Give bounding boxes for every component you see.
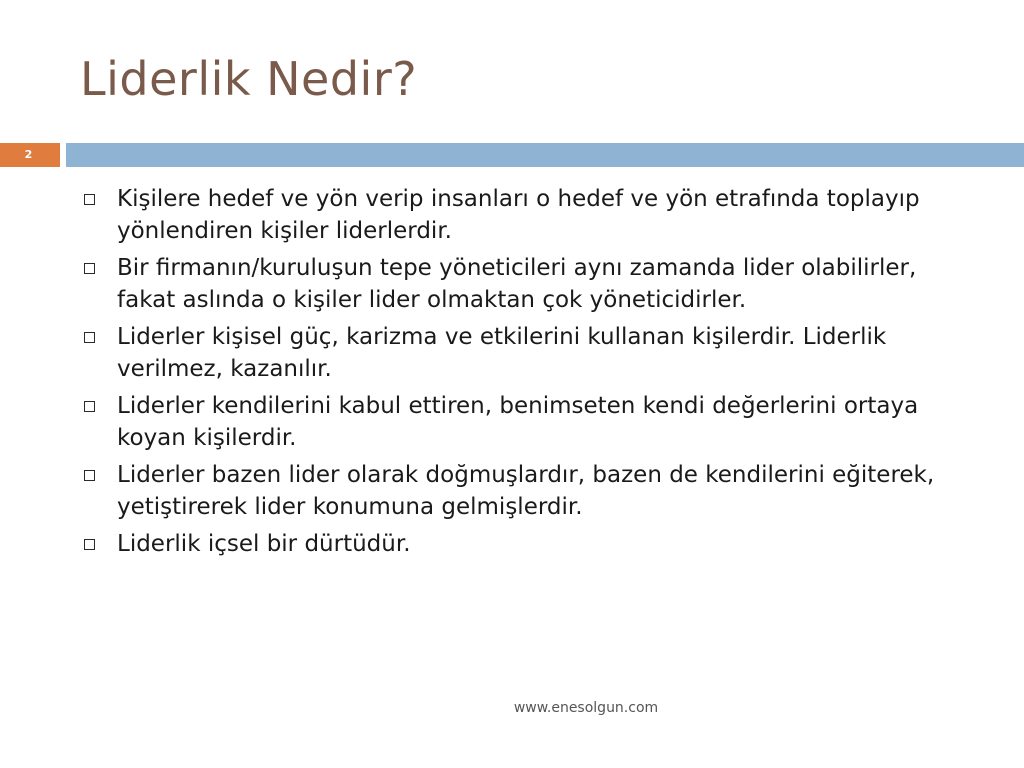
list-item <box>80 390 980 454</box>
list-item <box>80 183 980 247</box>
hollow-square-icon <box>84 470 95 481</box>
list-item <box>80 321 980 385</box>
bullet-list <box>80 183 980 565</box>
footer-url: www.enesolgun.com <box>513 700 659 716</box>
hollow-square-icon <box>84 539 95 550</box>
bullet-text: Liderlik içsel bir dürtüdür. <box>117 531 411 557</box>
hollow-square-icon <box>84 194 95 205</box>
list-item <box>80 528 980 560</box>
list-item <box>80 459 980 523</box>
title-divider-bar <box>66 143 1024 167</box>
bullet-text: Liderler bazen lider olarak doğmuşlardır, bazen de kendilerini eğiterek, yetiştirerek lider konumuna gelmişlerdir. <box>117 462 935 520</box>
bullet-text: Liderler kendilerini kabul ettiren, benimseten kendi değerlerini ortaya koyan kişilerdir. <box>117 393 919 451</box>
page-number-badge: 2 <box>0 143 60 167</box>
bullet-text: Kişilere hedef ve yön verip insanları o hedef ve yön etrafında toplayıp yönlendiren kişiler liderlerdir. <box>117 186 920 244</box>
list-item <box>80 252 980 316</box>
hollow-square-icon <box>84 263 95 274</box>
hollow-square-icon <box>84 401 95 412</box>
hollow-square-icon <box>84 332 95 343</box>
slide-title: Liderlik Nedir? <box>80 52 418 106</box>
bullet-text: Bir firmanın/kuruluşun tepe yöneticileri aynı zamanda lider olabilirler, fakat aslında o kişiler lider olmaktan çok yöneticidirler. <box>117 255 917 313</box>
bullet-text: Liderler kişisel güç, karizma ve etkilerini kullanan kişilerdir. Liderlik verilmez, kazanılır. <box>117 324 887 382</box>
